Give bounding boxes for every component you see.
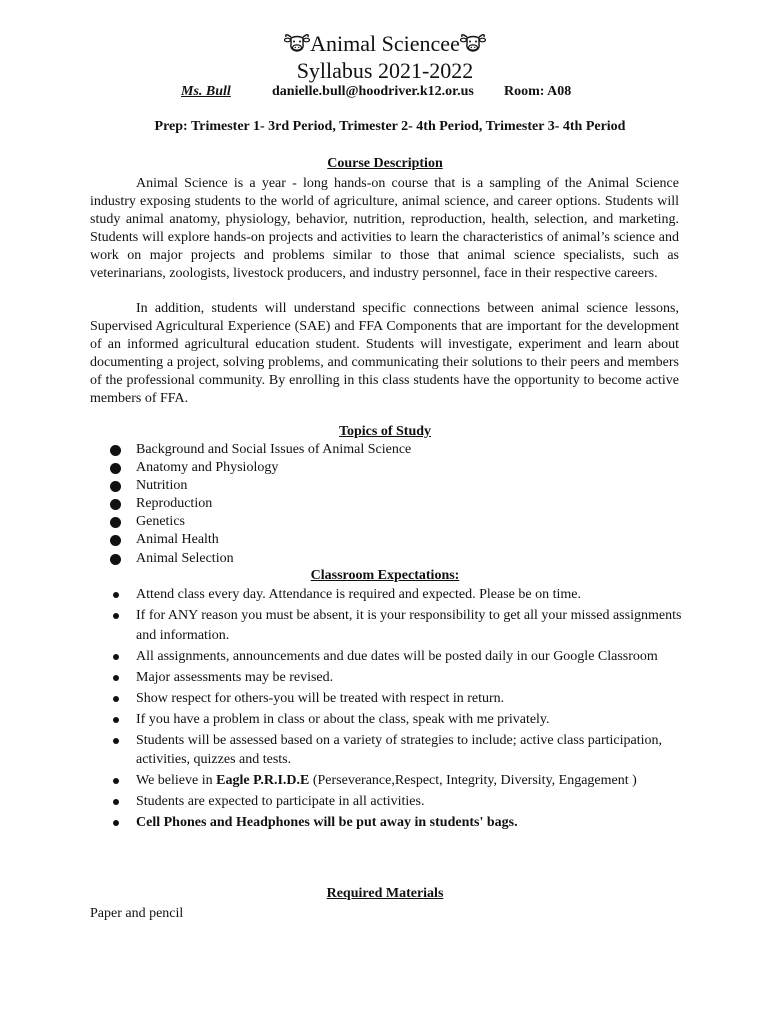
topic-label: Nutrition	[136, 478, 188, 494]
title-trailing-char: e	[450, 31, 460, 56]
bullet-icon	[113, 778, 119, 784]
materials-heading: Required Materials	[326, 886, 444, 901]
bullet-icon	[113, 592, 119, 598]
list-item	[108, 550, 411, 568]
expectation-text: Attend class every day. Attendance is required and expected. Please be on time.	[136, 587, 581, 602]
page-subtitle: Syllabus 2021-2022	[296, 58, 474, 83]
pride-suffix: (Perseverance,Respect, Integrity, Diversity, Engagement )	[309, 773, 637, 788]
page-title	[0, 31, 770, 57]
expectation-text: All assignments, announcements and due dates will be posted daily in our Google Classroom	[136, 648, 658, 664]
topics-heading: Topics of Study	[338, 424, 432, 439]
bullet-icon	[113, 717, 119, 723]
list-item	[108, 647, 688, 667]
expectation-text: Students are expected to participate in all activities.	[136, 794, 425, 809]
teacher-email: danielle.bull@hoodriver.k12.or.us	[272, 84, 474, 99]
bullet-icon	[110, 463, 121, 474]
course-description-heading: Course Description	[327, 156, 443, 171]
bullet-icon	[110, 499, 121, 510]
bullet-icon	[110, 481, 121, 492]
list-item	[108, 606, 688, 645]
list-item	[108, 531, 411, 549]
expectations-heading: Classroom Expectations:	[310, 568, 460, 583]
bullet-icon	[110, 535, 121, 546]
bullet-icon	[110, 445, 121, 456]
expectation-text: Students will be assessed based on a variety of strategies to include; active class participation, activities, quizzes and tests.	[136, 732, 663, 767]
expectation-text: Show respect for others-you will be treated with respect in return.	[136, 690, 505, 706]
list-item	[108, 477, 411, 495]
expectation-text: If for ANY reason you must be absent, it is your responsibility to get all your missed assignments and information.	[136, 608, 682, 643]
bullet-icon	[113, 738, 119, 744]
topics-list	[108, 441, 411, 568]
list-item	[108, 710, 688, 730]
list-item	[108, 668, 688, 688]
title-text: Animal Science	[310, 31, 451, 56]
list-item	[108, 513, 411, 531]
bullet-icon	[113, 613, 119, 619]
list-item	[108, 813, 688, 833]
topic-label: Animal Selection	[136, 550, 234, 566]
bullet-icon	[113, 820, 119, 826]
bullet-icon	[110, 554, 121, 565]
topic-label: Animal Health	[136, 532, 219, 548]
list-item	[108, 585, 688, 605]
room-number: Room: A08	[504, 84, 572, 99]
topic-label: Reproduction	[136, 496, 213, 512]
pride-prefix: We believe in	[136, 773, 217, 788]
cow-face-icon	[460, 33, 486, 53]
list-item	[108, 441, 411, 459]
teacher-name: Ms. Bull	[181, 84, 231, 99]
bullet-icon	[113, 654, 119, 660]
topic-label: Background and Social Issues of Animal Science	[136, 442, 412, 457]
bullet-icon	[110, 517, 121, 528]
expectation-text: Cell Phones and Headphones will be put away in students' bags.	[136, 815, 518, 830]
course-description-paragraph-1: Animal Science is a year - long hands-on course that is a sampling of the Animal Science industry exposing students to the world of agriculture, animal science, and career options. Students will study animal anatomy, physiology, behavior, nutrition, reproduction, health, selection, and marketing. Students will explore hands-on projects and activities to learn the characteristics of animal’s science and work on major projects and problems similar to those that animal science specialists, such as veterinarians, zoologists, livestock producers, and industry personnel, face in their respective careers.	[90, 176, 679, 281]
list-item	[108, 792, 688, 812]
topic-label: Anatomy and Physiology	[136, 460, 279, 476]
pride-bold: Eagle P.R.I.D.E	[216, 773, 310, 788]
course-description-paragraph-2: In addition, students will understand specific connections between animal science lessons, Supervised Agricultural Experience (SAE) and FFA Components that are important for the development of an informed agricultural education student. Students will investigate, experiment and learn about documenting a project, solving problems, and communicating their solutions to their peers and members of the professional community. By enrolling in this class students have the opportunity to become active members of FFA.	[90, 301, 679, 406]
list-item	[108, 771, 688, 791]
expectation-text: If you have a problem in class or about the class, speak with me privately.	[136, 711, 550, 727]
topic-label: Genetics	[136, 514, 185, 530]
bullet-icon	[113, 696, 119, 702]
expectations-list	[108, 585, 688, 834]
list-item	[108, 459, 411, 477]
list-item	[108, 689, 688, 709]
prep-schedule: Prep: Trimester 1- 3rd Period, Trimester 2- 4th Period, Trimester 3- 4th Period	[154, 119, 626, 134]
cow-face-icon	[284, 33, 310, 53]
list-item	[108, 731, 688, 770]
bullet-icon	[113, 675, 119, 681]
materials-text: Paper and pencil	[90, 906, 184, 921]
list-item	[108, 495, 411, 513]
bullet-icon	[113, 799, 119, 805]
expectation-text: Major assessments may be revised.	[136, 669, 334, 685]
